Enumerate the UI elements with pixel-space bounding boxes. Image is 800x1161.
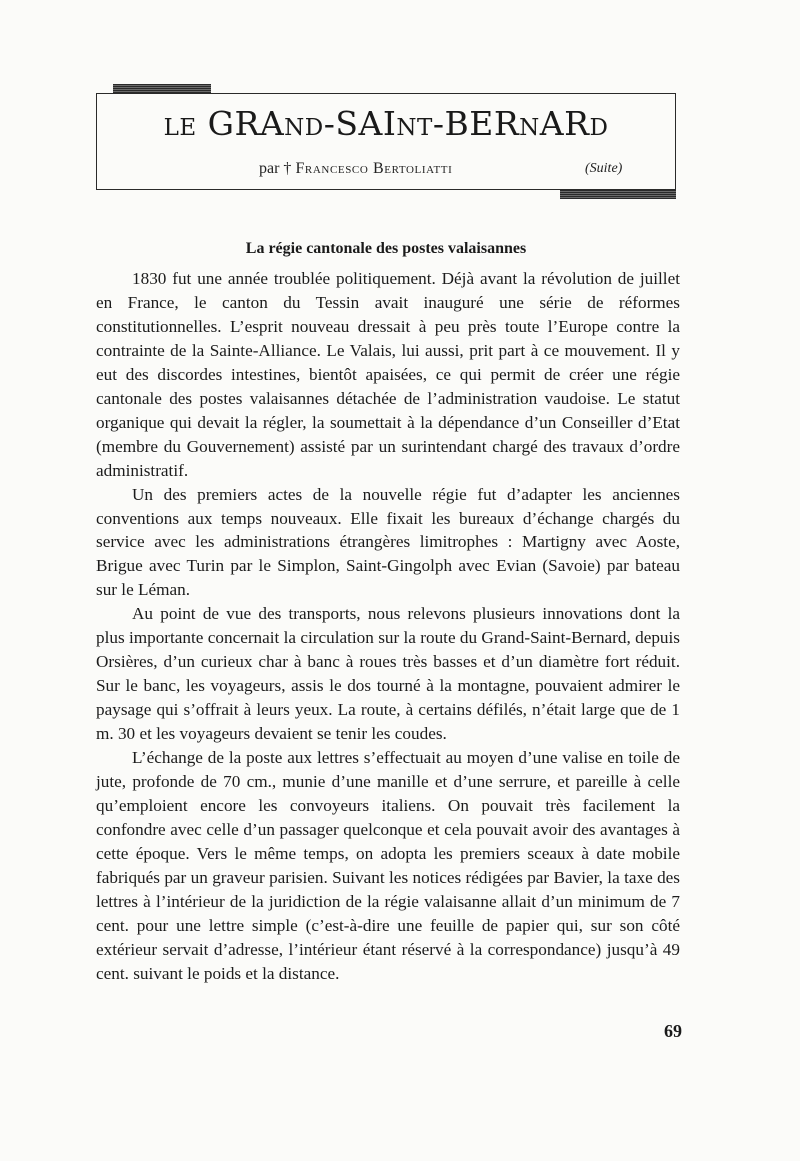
article-title: le GRAnd-SAInt-BERnARd <box>163 104 609 143</box>
continuation-note: (Suite) <box>585 161 623 176</box>
paragraph: 1830 fut une année troublée politiquement. Déjà avant la révolution de juillet en France, le canton du Tessin avait inauguré une série de réformes constitutionnelles. L’esprit nouveau dressait à peu près toute l’Europe contre la contrainte de la Sainte-Alliance. Le Valais, lui aussi, prit part à ce mouvement. Il y eut des discordes intestines, bientôt apaisées, ce qui permit de créer une régie cantonale des postes valaisannes détachée de l’administration vaudoise. Le statut organique qui devait la régler, la soumettait à la dépendance d’un Conseiller d’Etat (membre du Gouvernement) assisté par un surintendant chargé des travaux d’ordre administratif. <box>96 269 680 480</box>
paragraph: L’échange de la poste aux lettres s’effectuait au moyen d’une valise en toile de jute, profonde de 70 cm., munie d’une manille et d’une serrure, et pareille à celle qu’emploient encore les convoyeurs italiens. On pouvait très facilement la confondre avec celle d’un passager quelconque et cela pouvait avoir des avantages à cette époque. Vers le même temps, on adopta les premiers sceaux à date mobile fabriqués par un graveur parisien. Suivant les notices rédigées par Bavier, la taxe des lettres à l’intérieur de la juridiction de la régie valaisanne allait d’un minimum de 7 cent. pour une lettre simple (c’est-à-dire une feuille de papier qui, sur son côté extérieur servait d’adresse, l’intérieur étant réservé à la correspondance) jusqu’à 49 cent. suivant le poids et la distance. <box>96 748 680 983</box>
article-body <box>96 267 680 986</box>
header-decorative-rule-bottom <box>560 190 676 199</box>
section-heading: La régie cantonale des postes valaisannes <box>245 240 527 257</box>
byline <box>259 160 452 178</box>
page-number: 69 <box>664 1021 682 1041</box>
paragraph: Au point de vue des transports, nous relevons plusieurs innovations dont la plus importante concernait la circulation sur la route du Grand-Saint-Bernard, depuis Orsières, d’un curieux char à banc à roues très basses et d’un diamètre fort réduit. Sur le banc, les voyageurs, assis le dos tourné à la montagne, pouvaient admirer le paysage qui s’offrait à leurs yeux. La route, à certains défilés, n’était large que de 1 m. 30 et les voyageurs devaient se tenir les coudes. <box>96 604 680 744</box>
header-decorative-rule-top <box>113 84 211 93</box>
byline-prefix: par † <box>259 160 292 177</box>
paragraph: Un des premiers actes de la nouvelle régie fut d’adapter les anciennes conventions aux temps nouveaux. Elle fixait les bureaux d’échange chargés du service avec les administrations étrangères limitrophes : Martigny avec Aoste, Brigue avec Turin par le Simplon, Saint-Gingolph avec Evian (Savoie) par bateau sur le Léman. <box>96 484 680 600</box>
author-name: Francesco Bertoliatti <box>295 160 453 177</box>
